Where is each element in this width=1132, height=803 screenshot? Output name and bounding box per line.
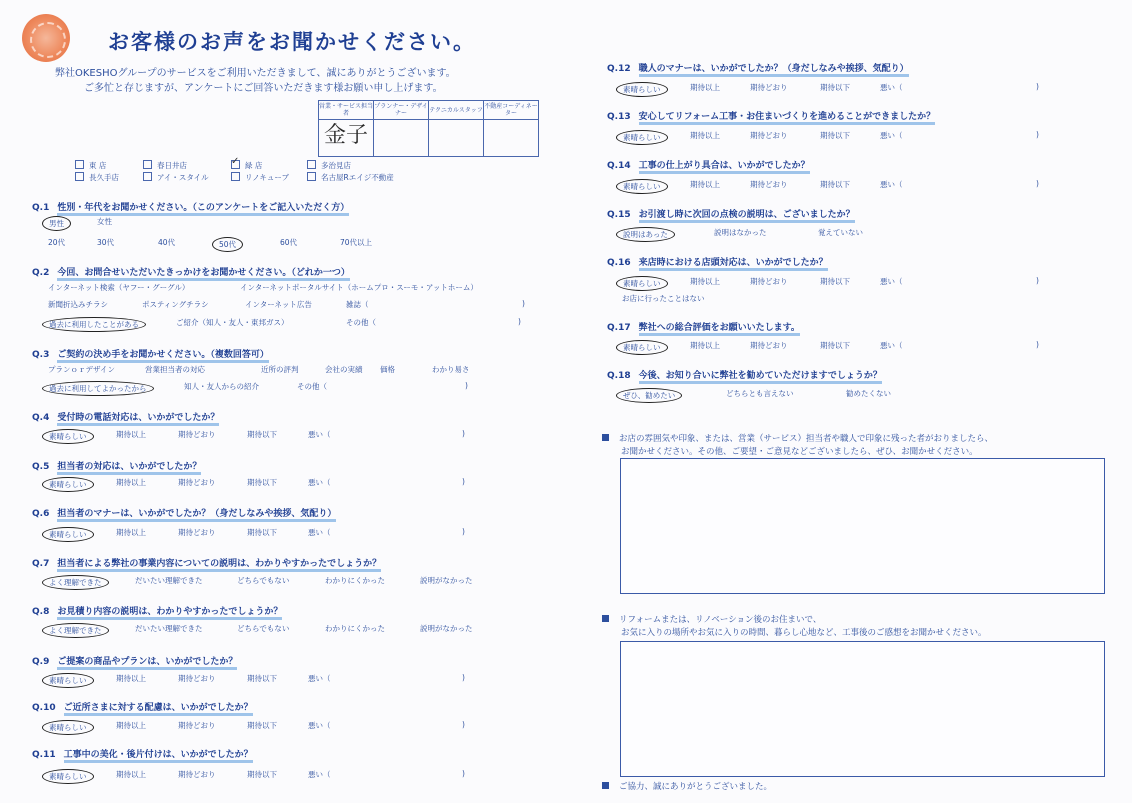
question-number: Q.6 (32, 509, 50, 519)
answer-option[interactable]: どちらでもない (237, 624, 290, 633)
shop-label: 東 店 (89, 161, 107, 170)
answer-option[interactable]: 期待以下 (820, 277, 850, 286)
thanks-text: ご協力、誠にありがとうございました。 (619, 782, 773, 792)
answer-option[interactable]: ) (522, 299, 525, 308)
selected-answer-option[interactable]: ぜひ、勧めたい (616, 388, 682, 403)
answer-option[interactable]: 女性 (97, 217, 112, 226)
answer-option[interactable]: 20代 (48, 238, 66, 247)
checkbox-icon[interactable] (75, 172, 84, 181)
question-1-heading (32, 200, 349, 213)
square-bullet-icon (602, 782, 609, 789)
staff-cell[interactable] (374, 120, 429, 157)
answer-option[interactable]: 悪い（ (880, 277, 903, 286)
answer-option[interactable]: 悪い（ (308, 528, 331, 537)
answer-option[interactable]: どちらでもない (237, 576, 290, 585)
intro-line-1: 弊社OKESHOグループのサービスをご利用いただきまして、誠にありがとうございます。 (55, 68, 456, 79)
answer-option[interactable]: 説明はなかった (714, 228, 767, 237)
question-6-heading (32, 506, 336, 519)
answer-option[interactable]: 説明がなかった (420, 624, 473, 633)
answer-option[interactable]: 期待以上 (116, 528, 146, 537)
selected-answer-option[interactable]: 素晴らしい (42, 769, 94, 784)
answer-option[interactable]: 期待どおり (178, 430, 216, 439)
selected-answer-option[interactable]: 過去に利用してよかったから (42, 381, 154, 396)
question-text: 今回、お問合せいただいたきっかけをお聞かせください。（どれか一つ） (57, 268, 350, 281)
answer-option[interactable]: だいたい理解できた (135, 624, 203, 633)
answer-option[interactable]: 期待どおり (178, 721, 216, 730)
selected-answer-option[interactable]: 男性 (42, 216, 71, 231)
answer-option[interactable]: 期待以下 (820, 180, 850, 189)
question-9-heading (32, 654, 237, 667)
shop-option[interactable] (307, 172, 394, 183)
shop-label: 緑 店 (245, 161, 263, 170)
selected-answer-option[interactable]: 素晴らしい (616, 340, 668, 355)
answer-option[interactable]: ) (518, 317, 521, 326)
question-16-heading (607, 255, 828, 268)
staff-table (318, 100, 539, 157)
answer-option[interactable]: ) (462, 527, 465, 536)
checkbox-icon[interactable] (307, 160, 316, 169)
answer-option[interactable]: 期待以上 (690, 131, 720, 140)
question-number: Q.4 (32, 413, 50, 423)
answer-option[interactable]: 悪い（ (880, 131, 903, 140)
answer-option[interactable]: 期待以下 (247, 770, 277, 779)
answer-option[interactable]: 70代以上 (340, 238, 373, 247)
staff-header: 営業・サービス担当者 (319, 101, 374, 120)
selected-answer-option[interactable]: よく理解できた (42, 623, 109, 638)
question-2-heading (32, 265, 350, 278)
answer-option[interactable]: 悪い（ (308, 430, 331, 439)
comment-2-label-2: お気に入りの場所やお気に入りの時間、暮らし心地など、工事後のご感想をお聞かせください。 (621, 628, 987, 638)
answer-option[interactable]: 期待以上 (690, 180, 720, 189)
checkbox-icon[interactable] (75, 160, 84, 169)
question-number: Q.9 (32, 657, 50, 667)
answer-option[interactable]: 悪い（ (880, 341, 903, 350)
answer-option[interactable]: 悪い（ (308, 674, 331, 683)
question-number: Q.18 (607, 371, 631, 381)
question-text: お引渡し時に次回の点検の説明は、ございましたか？ (639, 210, 855, 223)
shop-label: アイ・スタイル (157, 173, 209, 182)
answer-option[interactable]: 期待どおり (750, 131, 788, 140)
question-number: Q.14 (607, 161, 631, 171)
answer-option[interactable]: 勧めたくない (846, 389, 891, 398)
question-text: ご提案の商品やプランは、いかがでしたか？ (57, 657, 237, 670)
question-18-heading (607, 368, 882, 381)
answer-option[interactable]: ) (1036, 130, 1039, 139)
answer-option[interactable]: 30代 (97, 238, 115, 247)
question-5-heading (32, 459, 201, 472)
question-text: 今後、お知り合いに弊社を勧めていただけますでしょうか？ (639, 371, 882, 384)
answer-option[interactable]: 期待以下 (820, 83, 850, 92)
question-4-heading (32, 410, 219, 423)
selected-answer-option[interactable]: 素晴らしい (42, 673, 94, 688)
question-text: 安心してリフォーム工事・お住まいづくりを進めることができましたか？ (639, 112, 936, 125)
answer-option[interactable]: 価格 (380, 365, 395, 374)
answer-option[interactable]: 期待以下 (820, 131, 850, 140)
checkbox-icon[interactable] (307, 172, 316, 181)
answer-option[interactable]: わかりにくかった (325, 576, 385, 585)
question-13-heading (607, 109, 935, 122)
answer-option[interactable]: その他（ (346, 318, 376, 327)
answer-option[interactable]: 期待どおり (178, 528, 216, 537)
selected-answer-option[interactable]: 素晴らしい (42, 477, 94, 492)
answer-option[interactable]: ) (462, 673, 465, 682)
answer-option[interactable]: プランｏｒデザイン (48, 365, 115, 374)
question-number: Q.15 (607, 210, 631, 220)
answer-option[interactable]: 覚えていない (818, 228, 863, 237)
intro-line-2: ご多忙と存じますが、アンケートにご回答いただきます様お願い申し上げます。 (84, 83, 443, 94)
answer-option[interactable]: 期待以上 (690, 341, 720, 350)
question-number: Q.11 (32, 750, 56, 760)
question-7-heading (32, 556, 381, 569)
shop-label: 長久手店 (89, 173, 119, 182)
answer-option[interactable]: 期待どおり (178, 770, 216, 779)
comment-1-label-2: お聞かせください。その他、ご要望・ご意見などございましたら、ぜひ、お聞かせください。 (621, 447, 978, 457)
question-15-heading (607, 207, 855, 220)
shop-label: 名古屋Rエイジ不動産 (321, 173, 394, 182)
shop-option[interactable] (231, 160, 262, 171)
answer-option[interactable]: ) (462, 477, 465, 486)
question-text: ご契約の決め手をお聞かせください。（複数回答可） (57, 350, 269, 363)
selected-answer-option[interactable]: よく理解できた (42, 575, 109, 590)
answer-option[interactable]: ) (462, 769, 465, 778)
answer-option[interactable]: 近所の評判 (261, 365, 299, 374)
answer-option[interactable]: 期待以上 (116, 674, 146, 683)
question-text: 来店時における店頭対応は、いかがでしたか？ (639, 258, 828, 271)
shop-option[interactable] (143, 172, 209, 183)
answer-option[interactable]: ご紹介（知人・友人・東邦ガス） (176, 318, 289, 327)
staff-cell[interactable] (484, 120, 539, 157)
shop-label: リノキューブ (245, 173, 290, 182)
question-text: 弊社への総合評価をお願いいたします。 (639, 323, 800, 336)
answer-option[interactable]: 悪い（ (308, 478, 331, 487)
question-number: Q.5 (32, 462, 50, 472)
question-text: お見積り内容の説明は、わかりやすかったでしょうか？ (57, 607, 282, 620)
selected-answer-option[interactable]: 素晴らしい (42, 720, 94, 735)
comment-1-box[interactable] (620, 458, 1105, 594)
shop-label: 多治見店 (321, 161, 351, 170)
answer-option[interactable]: ) (1036, 276, 1039, 285)
answer-option[interactable]: インターネット広告 (245, 300, 312, 309)
selected-answer-option[interactable]: 50代 (212, 237, 243, 252)
selected-answer-option[interactable]: 過去に利用したことがある (42, 317, 146, 332)
checked-box-icon[interactable] (231, 160, 240, 169)
staff-cell[interactable] (429, 120, 484, 157)
question-10-heading (32, 700, 253, 713)
staff-header: テクニカルスタッフ (429, 101, 484, 120)
comment-1-label (602, 432, 993, 444)
shop-option[interactable] (143, 160, 187, 171)
checkbox-icon[interactable] (143, 160, 152, 169)
shop-option[interactable] (75, 160, 106, 171)
comment-1-text: お店の雰囲気や印象、または、営業（サービス）担当者や職人で印象に残った者がおりましたら、 (619, 434, 994, 444)
answer-option[interactable]: 期待以下 (820, 341, 850, 350)
answer-option[interactable]: 説明がなかった (420, 576, 473, 585)
question-number: Q.13 (607, 112, 631, 122)
question-text: 性別・年代をお聞かせください。（このアンケートをご記入いただく方） (57, 203, 349, 216)
question-number: Q.3 (32, 350, 50, 360)
answer-option[interactable]: 60代 (280, 238, 298, 247)
question-12-heading (607, 61, 909, 74)
answer-option[interactable]: 期待以上 (116, 721, 146, 730)
answer-option[interactable]: 期待以上 (116, 430, 146, 439)
answer-option[interactable]: ) (462, 720, 465, 729)
question-number: Q.1 (32, 203, 50, 213)
selected-answer-option[interactable]: 素晴らしい (616, 179, 668, 194)
answer-option[interactable]: ) (1036, 340, 1039, 349)
answer-option[interactable]: インターネットポータルサイト（ホームプロ・スーモ・アットホーム） (240, 283, 478, 292)
answer-option[interactable]: 期待以下 (247, 430, 277, 439)
comment-2-label (602, 613, 821, 625)
selected-answer-option[interactable]: 素晴らしい (42, 527, 94, 542)
answer-option[interactable]: ) (462, 429, 465, 438)
answer-option[interactable]: ) (1036, 179, 1039, 188)
question-17-heading (607, 320, 800, 333)
answer-option[interactable]: ) (465, 381, 468, 390)
selected-answer-option[interactable]: 素晴らしい (616, 130, 668, 145)
answer-option[interactable]: 悪い（ (308, 770, 331, 779)
comment-2-box[interactable] (620, 641, 1105, 777)
question-text: 担当者の対応は、いかがでしたか？ (57, 462, 201, 475)
answer-option[interactable]: 期待以上 (116, 478, 146, 487)
question-number: Q.17 (607, 323, 631, 333)
question-text: 工事中の美化・後片付けは、いかがでしたか？ (64, 750, 253, 763)
selected-answer-option[interactable]: 素晴らしい (616, 82, 668, 97)
staff-header: プランナー・デザイナー (374, 101, 429, 120)
answer-option[interactable]: わかりにくかった (325, 624, 385, 633)
answer-option[interactable]: お店に行ったことはない (622, 294, 705, 303)
question-text: 担当者による弊社の事業内容についての説明は、わかりやすかったでしょうか？ (57, 559, 381, 572)
answer-option[interactable]: 期待どおり (750, 341, 788, 350)
question-text: ご近所さまに対する配慮は、いかがでしたか？ (64, 703, 253, 716)
question-number: Q.16 (607, 258, 631, 268)
answer-option[interactable]: 期待どおり (178, 478, 216, 487)
answer-option[interactable]: 期待どおり (750, 277, 788, 286)
staff-header: 不動産コーディネーター (484, 101, 539, 120)
staff-signature-cell[interactable] (319, 120, 374, 157)
shop-option[interactable] (231, 172, 289, 183)
checkbox-icon[interactable] (143, 172, 152, 181)
question-3-heading (32, 347, 269, 360)
question-text: 工事の仕上がり具合は、いかがでしたか？ (639, 161, 810, 174)
answer-option[interactable]: 悪い（ (880, 180, 903, 189)
question-8-heading (32, 604, 282, 617)
answer-option[interactable]: 期待以上 (116, 770, 146, 779)
selected-answer-option[interactable]: 素晴らしい (616, 276, 668, 291)
answer-option[interactable]: 期待以上 (690, 83, 720, 92)
question-number: Q.7 (32, 559, 50, 569)
answer-option[interactable]: ポスティングチラシ (142, 300, 209, 309)
answer-option[interactable]: わかり易さ (432, 365, 470, 374)
answer-option[interactable]: 期待どおり (178, 674, 216, 683)
answer-option[interactable]: 雑誌（ (346, 300, 369, 309)
question-11-heading (32, 747, 253, 760)
survey-title: お客様のお声をお聞かせください。 (108, 30, 476, 54)
shop-option[interactable] (307, 160, 351, 171)
question-text: 職人のマナーは、いかがでしたか？（身だしなみや挨拶、気配り） (639, 64, 909, 77)
answer-option[interactable]: 期待以上 (690, 277, 720, 286)
square-bullet-icon (602, 615, 609, 622)
answer-option[interactable]: 期待どおり (750, 83, 788, 92)
question-number: Q.8 (32, 607, 50, 617)
square-bullet-icon (602, 434, 609, 441)
question-number: Q.10 (32, 703, 56, 713)
answer-option[interactable]: 期待どおり (750, 180, 788, 189)
selected-answer-option[interactable]: 素晴らしい (42, 429, 94, 444)
answer-option[interactable]: 40代 (158, 238, 176, 247)
answer-option[interactable]: だいたい理解できた (135, 576, 203, 585)
question-number: Q.2 (32, 268, 50, 278)
shop-option[interactable] (75, 172, 119, 183)
selected-answer-option[interactable]: 説明はあった (616, 227, 675, 242)
question-text: 受付時の電話対応は、いかがでしたか？ (57, 413, 219, 426)
answer-option[interactable]: ) (1036, 82, 1039, 91)
staff-signature: 金子 (323, 123, 368, 148)
thanks-line (602, 780, 772, 792)
answer-option[interactable]: 期待以下 (247, 528, 277, 537)
answer-option[interactable]: その他（ (297, 382, 327, 391)
answer-option[interactable]: 悪い（ (880, 83, 903, 92)
comment-2-text: リフォームまたは、リノベーション後のお住まいで、 (619, 615, 822, 625)
answer-option[interactable]: インターネット検索（ヤフー・グーグル） (48, 283, 190, 292)
question-number: Q.12 (607, 64, 631, 74)
answer-option[interactable]: 営業担当者の対応 (145, 365, 205, 374)
answer-option[interactable]: どちらとも言えない (726, 389, 794, 398)
answer-option[interactable]: 期待以下 (247, 478, 277, 487)
checkbox-icon[interactable] (231, 172, 240, 181)
question-14-heading (607, 158, 810, 171)
answer-option[interactable]: 期待以下 (247, 721, 277, 730)
answer-option[interactable]: 知人・友人からの紹介 (184, 382, 259, 391)
answer-option[interactable]: 悪い（ (308, 721, 331, 730)
shop-label: 春日井店 (157, 161, 187, 170)
answer-option[interactable]: 会社の実績 (325, 365, 363, 374)
hanko-seal (22, 14, 70, 62)
question-text: 担当者のマナーは、いかがでしたか？（身だしなみや挨拶、気配り） (57, 509, 336, 522)
answer-option[interactable]: 期待以下 (247, 674, 277, 683)
answer-option[interactable]: 新聞折込みチラシ (48, 300, 108, 309)
